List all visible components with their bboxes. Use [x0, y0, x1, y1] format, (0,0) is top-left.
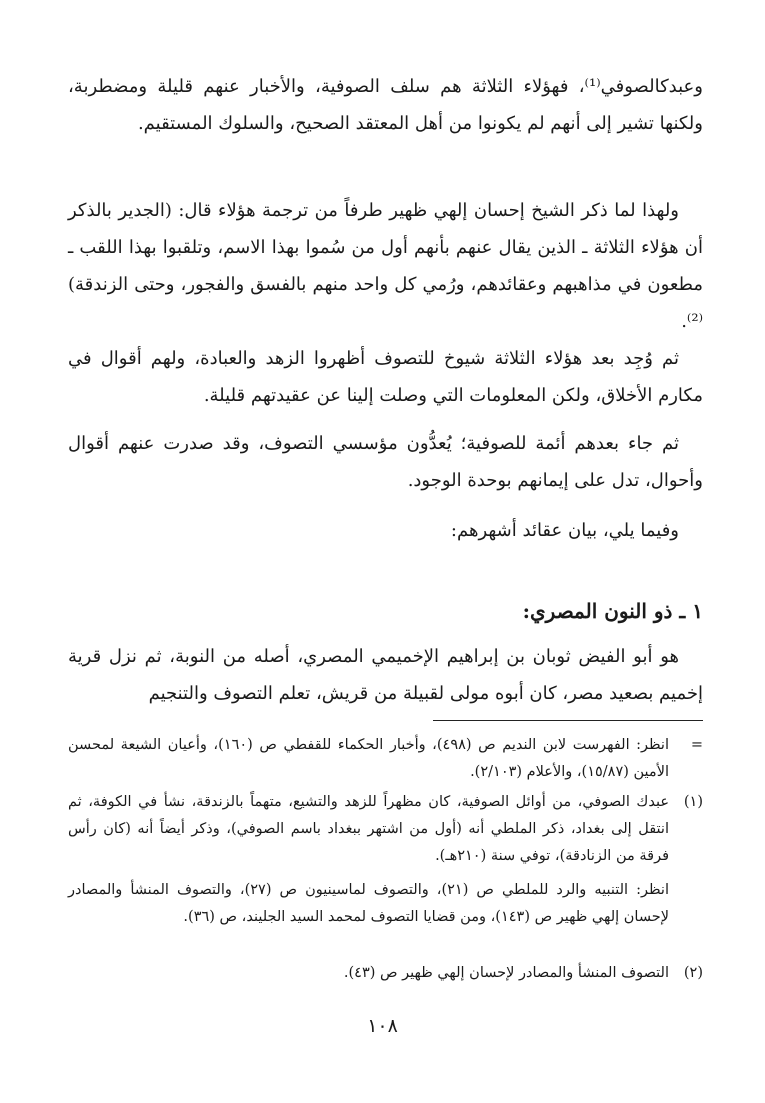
page-number: ١٠٨	[367, 1015, 398, 1037]
footnote-separator	[433, 720, 703, 721]
footnote-text: انظر: التنبيه والرد للملطي ص (٢١)، والتصوف لماسينيون ص (٢٧)، والتصوف المنشأ والمصادر لإحسان إلهي ظهير ص (١٤٣)، ومن قضايا التصوف لمحمد السيد الجليند، ص (٣٦).	[68, 882, 669, 925]
paragraph-1: وعبدكالصوفي⁽¹⁾، فهؤلاء الثلاثة هم سلف الصوفية، والأخبار عنهم قليلة ومضطربة، ولكنها تشير إلى أنهم لم يكونوا من أهل المعتقد الصحيح، والسلوك المستقيم.	[68, 76, 703, 134]
paragraph-6: هو أبو الفيض ثوبان بن إبراهيم الإخميمي المصري، أصله من النوبة، ثم نزل قرية إخميم بصعيد مصر، كان أبوه مولى لقبيلة من قريش، تعلم التصوف والتنجيم	[68, 646, 703, 704]
footnote-marker: (٢)	[683, 965, 703, 981]
paragraph-3: ثم وُجِد بعد هؤلاء الثلاثة شيوخ للتصوف أظهروا الزهد والعبادة، ولهم أقوال في مكارم الأخلاق، ولكن المعلومات التي وصلت إلينا عن عقيدتهم قليلة.	[68, 348, 703, 406]
footnote-marker: (١)	[683, 794, 703, 810]
footnote-1-sources	[68, 877, 703, 931]
section-heading: ١ ـ ذو النون المصري:	[522, 599, 703, 623]
paragraph-5: وفيما يلي، بيان عقائد أشهرهم:	[450, 520, 679, 541]
footnote-continued	[68, 732, 703, 786]
footnote-marker	[669, 877, 703, 931]
footnote-text: التصوف المنشأ والمصادر لإحسان إلهي ظهير ص (٤٣).	[343, 965, 669, 981]
paragraph-2: ولهذا لما ذكر الشيخ إحسان إلهي ظهير طرفاً من ترجمة هؤلاء قال: (الجدير بالذكر أن هؤلاء الثلاثة ـ الذين يقال عنهم بأنهم أول من سُموا بهذا الاسم، وتلقبوا بهذا اللقب ـ مطعون في مذاهبهم وعقائدهم، ورُمي كل واحد منهم بالفسق والفجور، وحتى الزندقة)⁽²⁾.	[68, 200, 703, 332]
paragraph-4: ثم جاء بعدهم أئمة للصوفية؛ يُعدُّون مؤسسي التصوف، وقد صدرت عنهم أقوال وأحوال، تدل على إيمانهم بوحدة الوجود.	[68, 433, 703, 491]
footnote-1	[68, 789, 703, 870]
footnote-marker: =	[690, 737, 703, 753]
footnote-text: عبدك الصوفي، من أوائل الصوفية، كان مظهراً للزهد والتشيع، متهماً بالزندقة، نشأ في الكوفة، ثم انتقل إلى بغداد، ذكر الملطي أنه (أول من اشتهر ببغداد باسم الصوفي)، وذكر أيضاً أنه (كان رأس فرقة من الزنادقة)، توفي سنة (٢١٠هـ).	[68, 794, 669, 864]
footnote-text: انظر: الفهرست لابن النديم ص (٤٩٨)، وأخبار الحكماء للقفطي ص (١٦٠)، وأعيان الشيعة لمحسن الأمين (١٥/٨٧)، والأعلام (٢/١٠٣).	[68, 737, 669, 780]
footnote-2	[68, 960, 703, 987]
